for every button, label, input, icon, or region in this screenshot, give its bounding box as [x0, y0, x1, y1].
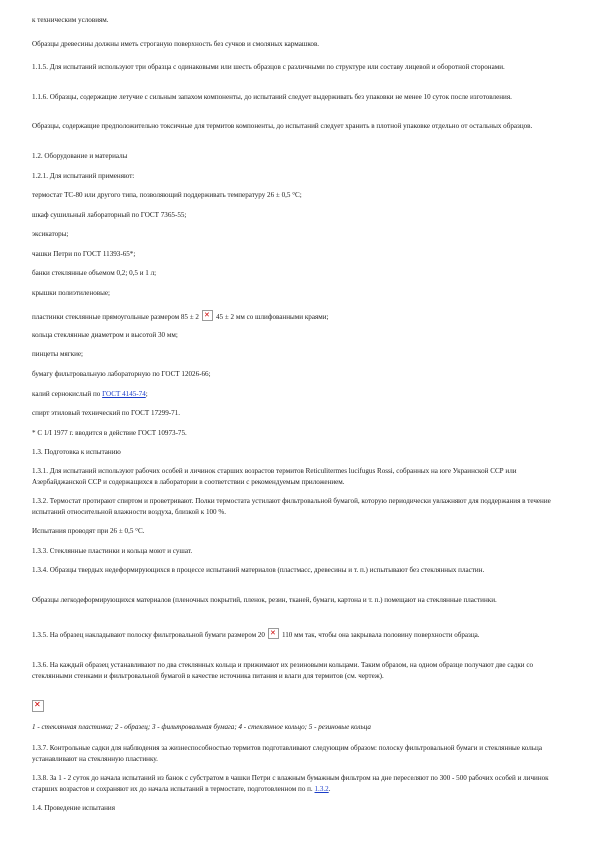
clause-1-1-6: 1.1.6. Образцы, содержащие летучие с сильным запахом компоненты, до испытаний следует выдерживать без упаковки не менее 10 суток после изготовления. — [32, 93, 512, 101]
list-item-glass-rings: кольца стеклянные диаметром и высотой 30 мм; — [32, 331, 178, 339]
list-item-petri-dishes: чашки Петри по ГОСТ 11393-65*; — [32, 250, 136, 258]
paragraph-deformable-materials: Образцы легкодеформирующихся материалов (пленочных покрытий, пленок, резин, тканей, бумаги, картона и т. п.) помещают на стеклянные пластинки. — [32, 596, 497, 604]
clause-1-3-8-text: 1.3.8. За 1 - 2 суток до начала испытаний из банок с субстратом в чашки Петри с влажным бумажным фильтром на дне переселяют по 300 - 500 рабочих особей и личинок старших возрастов и сохраняют их до начала испытаний в термостате, подготовленном по п. — [32, 774, 549, 793]
clause-1-3-5 — [32, 628, 562, 641]
clause-1-2-1: 1.2.1. Для испытаний применяют: — [32, 172, 135, 180]
clause-1-1-5: 1.1.5. Для испытаний используют три образца с одинаковыми или шесть образцов с различными по структуре или составу лицевой и оборотной сторонами. — [32, 63, 505, 71]
paragraph-test-temperature: Испытания проводят при 26 ± 0,5 °С. — [32, 527, 145, 535]
section-heading-1-2: 1.2. Оборудование и материалы — [32, 152, 128, 160]
section-heading-1-4: 1.4. Проведение испытания — [32, 804, 115, 812]
figure-caption: 1 - стеклянная пластинка; 2 - образец; 3 - фильтровальная бумага; 4 - стеклянное кольцо; 5 - резиновые кольца — [32, 723, 371, 731]
clause-1-3-7: 1.3.7. Контрольные садки для наблюдения за жизнеспособностью термитов подготавливают следующим образом: полоску фильтровальной бумаги и стеклянные кольца устанавливают на стеклянную пластинку. — [32, 744, 542, 763]
list-item-desiccators: эксикаторы; — [32, 230, 69, 238]
broken-image-icon — [268, 628, 279, 639]
list-item-glass-jars: банки стеклянные объемом 0,2; 0,5 и 1 л; — [32, 269, 157, 277]
clause-1-3-8-end: . — [328, 784, 331, 793]
paragraph-wood-samples: Образцы древесины должны иметь строганую поверхность без сучков и смоляных кармашков. — [32, 40, 320, 48]
list-item-ethyl-alcohol: спирт этиловый технический по ГОСТ 17299-71. — [32, 409, 180, 417]
glass-plates-text-start: пластинки стеклянные прямоугольные размером 85 ± 2 — [32, 313, 199, 321]
paragraph-continuation: к техническим условиям. — [32, 16, 109, 24]
list-item-thermostat: термостат ТС-80 или другого типа, позволяющий поддерживать температуру 26 ± 0,5 °С; — [32, 191, 302, 199]
broken-image-icon — [32, 700, 44, 712]
clause-1-3-6: 1.3.6. На каждый образец устанавливают по два стеклянных кольца и прижимают их резиновыми кольцами. Таким образом, на одном образце получают две садки со стеклянными стенками и фильтровальной бумагой в качестве источника питания и влаги для термитов (см. чертеж). — [32, 661, 534, 680]
list-item-potassium-sulfate — [32, 389, 562, 400]
clause-1-3-1: 1.3.1. Для испытаний используют рабочих особей и личинок старших возрастов термитов Reticulitermes lucifugus Rossi, собранных на юге Украинской ССР или Азербайджанской ССР и содержащихся в лаборатории в соответствии с рекомендуемым приложением. — [32, 467, 517, 486]
clause-1-3-5-text-start: 1.3.5. На образец накладывают полоску фильтровальной бумаги размером 20 — [32, 631, 265, 639]
gost-4145-74-link[interactable]: ГОСТ 4145-74 — [102, 390, 146, 398]
potassium-sulfate-end: ; — [145, 390, 148, 398]
clause-1-3-2: 1.3.2. Термостат протирают спиртом и проветривают. Полки термостата устилают фильтровальной бумагой, которую периодически увлажняют для поддержания в течение испытаний относительной влажности воздуха, близкой к 100 %. — [32, 497, 551, 516]
section-heading-1-3: 1.3. Подготовка к испытанию — [32, 448, 121, 456]
broken-image-icon — [202, 310, 213, 321]
list-item-tweezers: пинцеты мягкие; — [32, 350, 83, 358]
potassium-sulfate-text: калий сернокислый по — [32, 390, 101, 398]
glass-plates-text-end: 45 ± 2 мм со шлифованными краями; — [215, 313, 329, 321]
list-item-filter-paper: бумагу фильтровальную лабораторную по ГОСТ 12026-66; — [32, 370, 211, 378]
paragraph-toxic-samples: Образцы, содержащие предположительно токсичные для термитов компоненты, до испытаний следует хранить в плотной упаковке отдельно от остальных образцов. — [32, 122, 533, 130]
clause-1-3-3: 1.3.3. Стеклянные пластинки и кольца моют и сушат. — [32, 547, 193, 555]
clause-1-3-2-link[interactable]: 1.3.2 — [314, 784, 329, 793]
list-item-lids: крышки полиэтиленовые; — [32, 289, 111, 297]
list-item-glass-plates — [32, 310, 562, 323]
clause-1-3-8 — [32, 773, 562, 794]
clause-1-3-4: 1.3.4. Образцы твердых недеформирующихся в процессе испытаний материалов (пластмасс, древесины и т. п.) испытывают без стеклянных пластин. — [32, 566, 485, 574]
list-item-drying-cabinet: шкаф сушильный лабораторный по ГОСТ 7365-55; — [32, 211, 187, 219]
footnote: * С 1/I 1977 г. вводится в действие ГОСТ 10973-75. — [32, 429, 187, 437]
clause-1-3-5-text-end: 110 мм так, чтобы она закрывала половину поверхности образца. — [281, 631, 480, 639]
